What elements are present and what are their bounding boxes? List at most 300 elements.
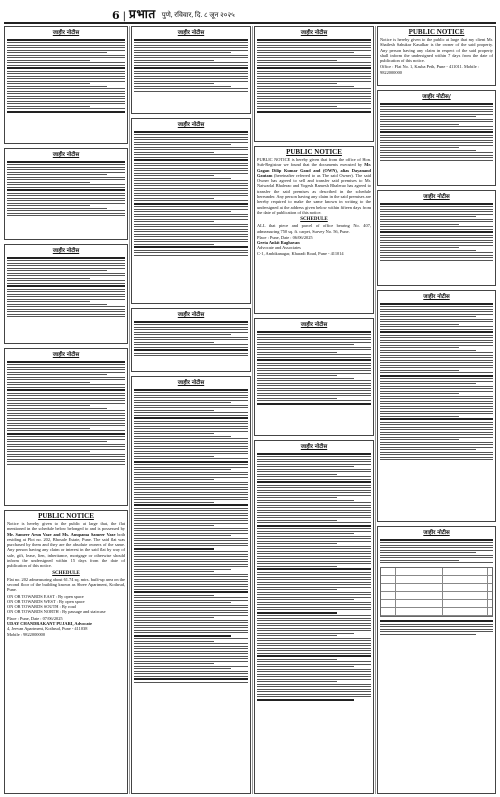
text-line <box>7 395 125 396</box>
table-cell <box>443 600 488 607</box>
text-line <box>380 231 493 233</box>
text-line <box>134 231 248 232</box>
notice-intro: PUBLIC NOTICE is hereby given that from the office of Hon. Sub-Registrar we found that the documents executed by <box>257 157 371 168</box>
text-line <box>134 168 248 169</box>
text-line <box>380 545 493 546</box>
text-line <box>257 469 371 470</box>
text-line <box>257 395 371 396</box>
column-1 <box>4 26 128 794</box>
column-4 <box>377 26 496 794</box>
text-line <box>7 213 125 214</box>
text-line <box>380 429 493 430</box>
text-line <box>380 381 493 382</box>
text-line <box>257 551 371 552</box>
text-line <box>7 291 125 292</box>
text-line <box>380 631 493 632</box>
text-line <box>380 355 493 356</box>
text-line <box>257 466 354 467</box>
text-line <box>380 378 493 379</box>
text-line <box>257 378 354 379</box>
text-line <box>7 311 125 312</box>
text-line <box>257 403 371 405</box>
text-line <box>257 476 371 477</box>
text-line <box>257 78 371 79</box>
table-cell <box>443 584 488 591</box>
text-line <box>134 489 248 490</box>
table-cell <box>381 576 396 583</box>
boundary-item: ON OR TOWARDS NORTH : By passage and staircase <box>7 609 106 615</box>
text-line <box>134 487 248 488</box>
text-line <box>380 442 493 443</box>
text-line <box>380 157 493 158</box>
schedule-text: ALL that piece and parcel of office bearing No. 407, admeasuring 750 sq. ft. carpet, Survey No. 56, Pune. <box>257 223 371 234</box>
text-line <box>257 459 371 460</box>
schedule-label: SCHEDULE <box>52 570 80 576</box>
text-line <box>257 561 371 562</box>
text-line <box>380 329 493 330</box>
text-line <box>7 361 125 363</box>
notice-body <box>5 36 127 115</box>
schedule-label: SCHEDULE <box>300 217 328 223</box>
text-line <box>7 205 90 206</box>
text-line <box>257 541 371 542</box>
text-line <box>134 461 248 463</box>
text-line <box>7 268 125 269</box>
text-line <box>134 144 231 145</box>
text-line <box>380 555 493 556</box>
text-line <box>7 449 125 450</box>
text-line <box>7 441 107 442</box>
text-line <box>134 682 248 683</box>
text-line <box>257 592 371 593</box>
text-line <box>380 145 493 146</box>
text-line <box>134 453 248 454</box>
column-2 <box>131 26 251 794</box>
text-line <box>257 93 371 94</box>
text-line <box>134 426 248 427</box>
text-line <box>257 398 337 399</box>
text-line <box>7 367 125 368</box>
text-line <box>134 206 248 207</box>
text-line <box>7 177 125 178</box>
text-line <box>380 620 493 622</box>
text-line <box>257 88 371 89</box>
text-line <box>380 406 493 407</box>
text-line <box>380 152 493 153</box>
notice-box <box>377 290 496 522</box>
notice-text: both residing at Plot no. 202, Bhosale Estate, Pune. The said flat was purchased by them and they are the absolute owners of the same. Any person having any claim or interest in the said flat by way of sale, gift, lease, lien, inheritance, mortgage or otherwise should inform the undersigned within 15 days from the date of publication of this notice. <box>7 531 126 569</box>
text-line <box>257 558 371 559</box>
text-line <box>134 554 248 555</box>
text-line <box>380 352 493 353</box>
text-line <box>380 447 493 448</box>
text-line <box>380 155 493 156</box>
text-line <box>7 280 125 281</box>
text-line <box>257 528 371 529</box>
text-line <box>134 226 248 227</box>
text-line <box>134 344 248 345</box>
text-line <box>380 362 493 363</box>
text-line <box>134 42 248 43</box>
text-line <box>257 81 371 82</box>
text-line <box>257 645 371 646</box>
text-line <box>134 556 248 557</box>
text-line <box>134 589 248 590</box>
text-line <box>134 456 214 457</box>
text-line <box>7 294 125 295</box>
text-line <box>7 454 125 455</box>
text-line <box>134 548 214 550</box>
text-line <box>380 365 493 366</box>
text-line <box>7 436 125 437</box>
text-line <box>380 229 493 230</box>
text-line <box>134 339 248 340</box>
text-line <box>134 389 248 391</box>
table-cell <box>381 608 396 615</box>
text-line <box>134 224 248 225</box>
table-cell <box>396 600 443 607</box>
text-line <box>257 67 371 69</box>
text-line <box>257 579 371 580</box>
text-line <box>7 415 125 416</box>
text-line <box>7 456 125 457</box>
text-line <box>257 594 371 595</box>
text-line <box>380 408 493 409</box>
text-line <box>257 456 371 457</box>
text-line <box>134 436 231 437</box>
text-line <box>7 174 107 175</box>
text-line <box>7 285 125 287</box>
text-line <box>257 548 371 549</box>
text-line <box>134 45 248 46</box>
text-line <box>257 461 371 462</box>
text-line <box>134 392 248 393</box>
text-line <box>7 408 107 409</box>
text-line <box>7 86 107 87</box>
text-line <box>134 579 248 580</box>
text-line <box>257 515 371 516</box>
text-line <box>134 47 248 48</box>
text-line <box>7 459 125 460</box>
text-line <box>380 398 493 399</box>
text-line <box>257 517 371 518</box>
text-line <box>380 140 493 141</box>
table-row <box>381 592 492 600</box>
text-line <box>380 457 493 458</box>
text-line <box>257 502 371 503</box>
text-line <box>134 423 248 424</box>
text-line <box>134 469 231 470</box>
text-line <box>134 83 214 84</box>
text-line <box>257 681 337 682</box>
text-line <box>7 299 125 300</box>
notice-heading: जाहीर नोटीस <box>300 322 328 328</box>
notice-box <box>131 118 251 304</box>
text-line <box>134 513 248 514</box>
text-line <box>134 520 248 521</box>
text-line <box>134 479 214 480</box>
text-line <box>7 410 125 411</box>
text-line <box>380 160 493 161</box>
text-line <box>134 219 248 220</box>
text-line <box>134 602 231 603</box>
text-line <box>257 106 337 107</box>
text-line <box>7 433 125 435</box>
text-line <box>134 458 248 459</box>
public-notice-english-top <box>377 26 496 86</box>
text-line <box>7 382 90 383</box>
text-line <box>134 252 248 253</box>
text-line <box>380 206 493 207</box>
text-line <box>134 193 248 194</box>
text-line <box>134 566 248 567</box>
text-line <box>257 625 371 626</box>
text-line <box>7 215 125 216</box>
text-line <box>7 260 125 261</box>
notice-body <box>132 318 250 359</box>
text-line <box>380 257 493 258</box>
text-line <box>257 630 371 631</box>
text-line <box>134 499 248 500</box>
text-line <box>134 244 214 245</box>
text-line <box>380 111 493 112</box>
notice-body <box>378 100 495 163</box>
text-line <box>257 481 371 483</box>
text-line <box>134 543 248 544</box>
notice-box <box>4 26 128 144</box>
text-line <box>257 505 371 506</box>
text-line <box>134 533 248 534</box>
notice-body <box>255 328 373 407</box>
text-line <box>134 321 248 323</box>
notice-box <box>4 348 128 506</box>
text-line <box>380 124 459 125</box>
text-line <box>257 648 371 649</box>
column-rule <box>129 26 130 794</box>
text-line <box>134 538 248 539</box>
text-line <box>257 73 371 74</box>
text-line <box>257 479 371 480</box>
text-line <box>7 81 125 82</box>
text-line <box>134 508 248 509</box>
text-line <box>134 152 214 153</box>
text-line <box>134 574 248 575</box>
text-line <box>134 353 248 354</box>
notice-box <box>377 190 496 286</box>
text-line <box>257 696 371 697</box>
text-line <box>134 625 248 626</box>
table-cell <box>396 584 443 591</box>
text-line <box>134 412 248 413</box>
text-line <box>380 147 459 148</box>
text-line <box>134 559 248 560</box>
text-line <box>134 497 248 498</box>
text-line <box>134 484 248 485</box>
text-line <box>7 200 125 201</box>
text-line <box>257 101 371 102</box>
notice-body <box>5 254 127 320</box>
text-line <box>134 673 248 674</box>
text-line <box>380 255 493 256</box>
text-line <box>257 661 371 662</box>
text-line <box>134 342 214 343</box>
notice-box <box>254 440 374 794</box>
text-line <box>134 229 248 230</box>
text-line <box>257 587 371 588</box>
text-line <box>134 142 248 143</box>
text-line <box>7 111 125 113</box>
text-line <box>134 57 248 58</box>
table-cell <box>396 568 443 575</box>
notice-intro: Notice is hereby given to the public at large that, the flat mentioned in the schedule below belonged to and is possessed by <box>7 521 125 532</box>
text-line <box>7 265 125 266</box>
text-line <box>134 332 248 333</box>
text-line <box>7 316 125 317</box>
text-line <box>7 52 107 53</box>
public-notice-english <box>4 510 128 794</box>
text-line <box>7 439 125 440</box>
text-line <box>257 602 371 603</box>
text-line <box>134 523 248 524</box>
notice-box <box>131 26 251 114</box>
text-line <box>134 467 248 468</box>
text-line <box>134 405 248 406</box>
text-line <box>7 270 107 271</box>
notice-body <box>378 536 495 566</box>
notice-body <box>132 128 250 258</box>
text-line <box>380 335 493 336</box>
text-line <box>257 689 371 690</box>
text-line <box>380 331 493 333</box>
table-cell <box>396 608 443 615</box>
text-line <box>7 420 125 421</box>
text-line <box>380 542 493 543</box>
text-line <box>257 568 371 570</box>
text-line <box>7 71 125 72</box>
text-line <box>7 296 125 297</box>
text-line <box>380 557 493 558</box>
text-line <box>134 600 248 601</box>
text-line <box>134 165 248 166</box>
text-line <box>7 374 107 375</box>
text-line <box>257 522 371 523</box>
table-cell <box>396 592 443 599</box>
text-line <box>380 247 459 248</box>
text-line <box>257 471 371 472</box>
text-line <box>7 164 125 165</box>
text-line <box>7 423 125 424</box>
text-line <box>134 216 248 217</box>
text-line <box>134 415 248 416</box>
notice-body <box>5 158 127 219</box>
text-line <box>134 474 248 475</box>
text-line <box>134 443 248 444</box>
text-line <box>257 679 371 680</box>
text-line <box>380 418 493 420</box>
text-line <box>380 383 476 384</box>
text-line <box>134 472 248 473</box>
text-line <box>257 536 371 537</box>
notice-heading: जाहीर नोटीस <box>177 312 205 318</box>
notice-heading: PUBLIC NOTICE <box>408 28 465 36</box>
notice-body <box>255 450 373 703</box>
text-line <box>380 137 493 138</box>
text-line <box>380 424 493 425</box>
text-line <box>257 666 354 667</box>
text-line <box>134 39 248 41</box>
notice-heading: PUBLIC NOTICE <box>38 512 94 520</box>
text-line <box>257 91 371 92</box>
text-line <box>7 301 90 302</box>
boundary-item: ON OR TOWARDS SOUTH : By road <box>7 604 76 610</box>
text-line <box>7 208 107 209</box>
text-line <box>257 86 354 87</box>
public-notice-english-2 <box>254 146 374 314</box>
text-line <box>257 45 371 46</box>
text-line <box>257 349 371 350</box>
text-line <box>7 309 125 310</box>
text-line <box>134 666 248 667</box>
text-line <box>134 615 248 616</box>
text-line <box>7 306 125 307</box>
text-line <box>257 694 371 695</box>
boundary-item: ON OR TOWARDS EAST : By open space <box>7 593 84 599</box>
text-line <box>257 60 337 61</box>
text-line <box>7 42 125 43</box>
text-line <box>134 597 248 598</box>
notice-heading: जाहीर नोटीस <box>423 294 450 300</box>
text-line <box>134 515 248 516</box>
text-line <box>257 618 371 619</box>
text-line <box>7 76 125 77</box>
text-line <box>257 538 371 539</box>
table-row <box>381 584 492 592</box>
text-line <box>134 528 248 529</box>
text-line <box>380 129 493 130</box>
text-line <box>134 617 214 618</box>
text-line <box>257 98 371 99</box>
text-line <box>380 626 493 627</box>
text-line <box>7 379 125 380</box>
text-line <box>7 93 125 94</box>
text-line <box>7 39 125 41</box>
text-line <box>380 413 493 414</box>
text-line <box>134 347 248 348</box>
notice-heading: जाहीर नोटीस <box>177 122 205 128</box>
notice-heading: जाहीर नोटीस <box>52 248 80 254</box>
text-line <box>134 551 248 552</box>
text-line <box>257 635 337 636</box>
text-line <box>257 52 354 53</box>
text-line <box>380 209 493 210</box>
text-line <box>7 91 125 92</box>
text-line <box>134 535 231 536</box>
text-line <box>257 599 354 600</box>
text-line <box>7 187 125 188</box>
text-line <box>134 668 231 669</box>
notice-heading: जाहीर नोटीस <box>300 444 328 450</box>
table-row <box>381 608 492 616</box>
text-line <box>380 449 476 450</box>
text-line <box>380 629 493 630</box>
text-line <box>7 78 125 79</box>
text-line <box>380 624 493 625</box>
text-line <box>257 500 354 501</box>
text-line <box>134 607 248 608</box>
text-line <box>134 646 248 647</box>
page-number: 6 <box>112 9 120 22</box>
advocate-address: C-1, Ambikanagar, Kharadi Road, Pune - 411014 <box>257 250 344 256</box>
